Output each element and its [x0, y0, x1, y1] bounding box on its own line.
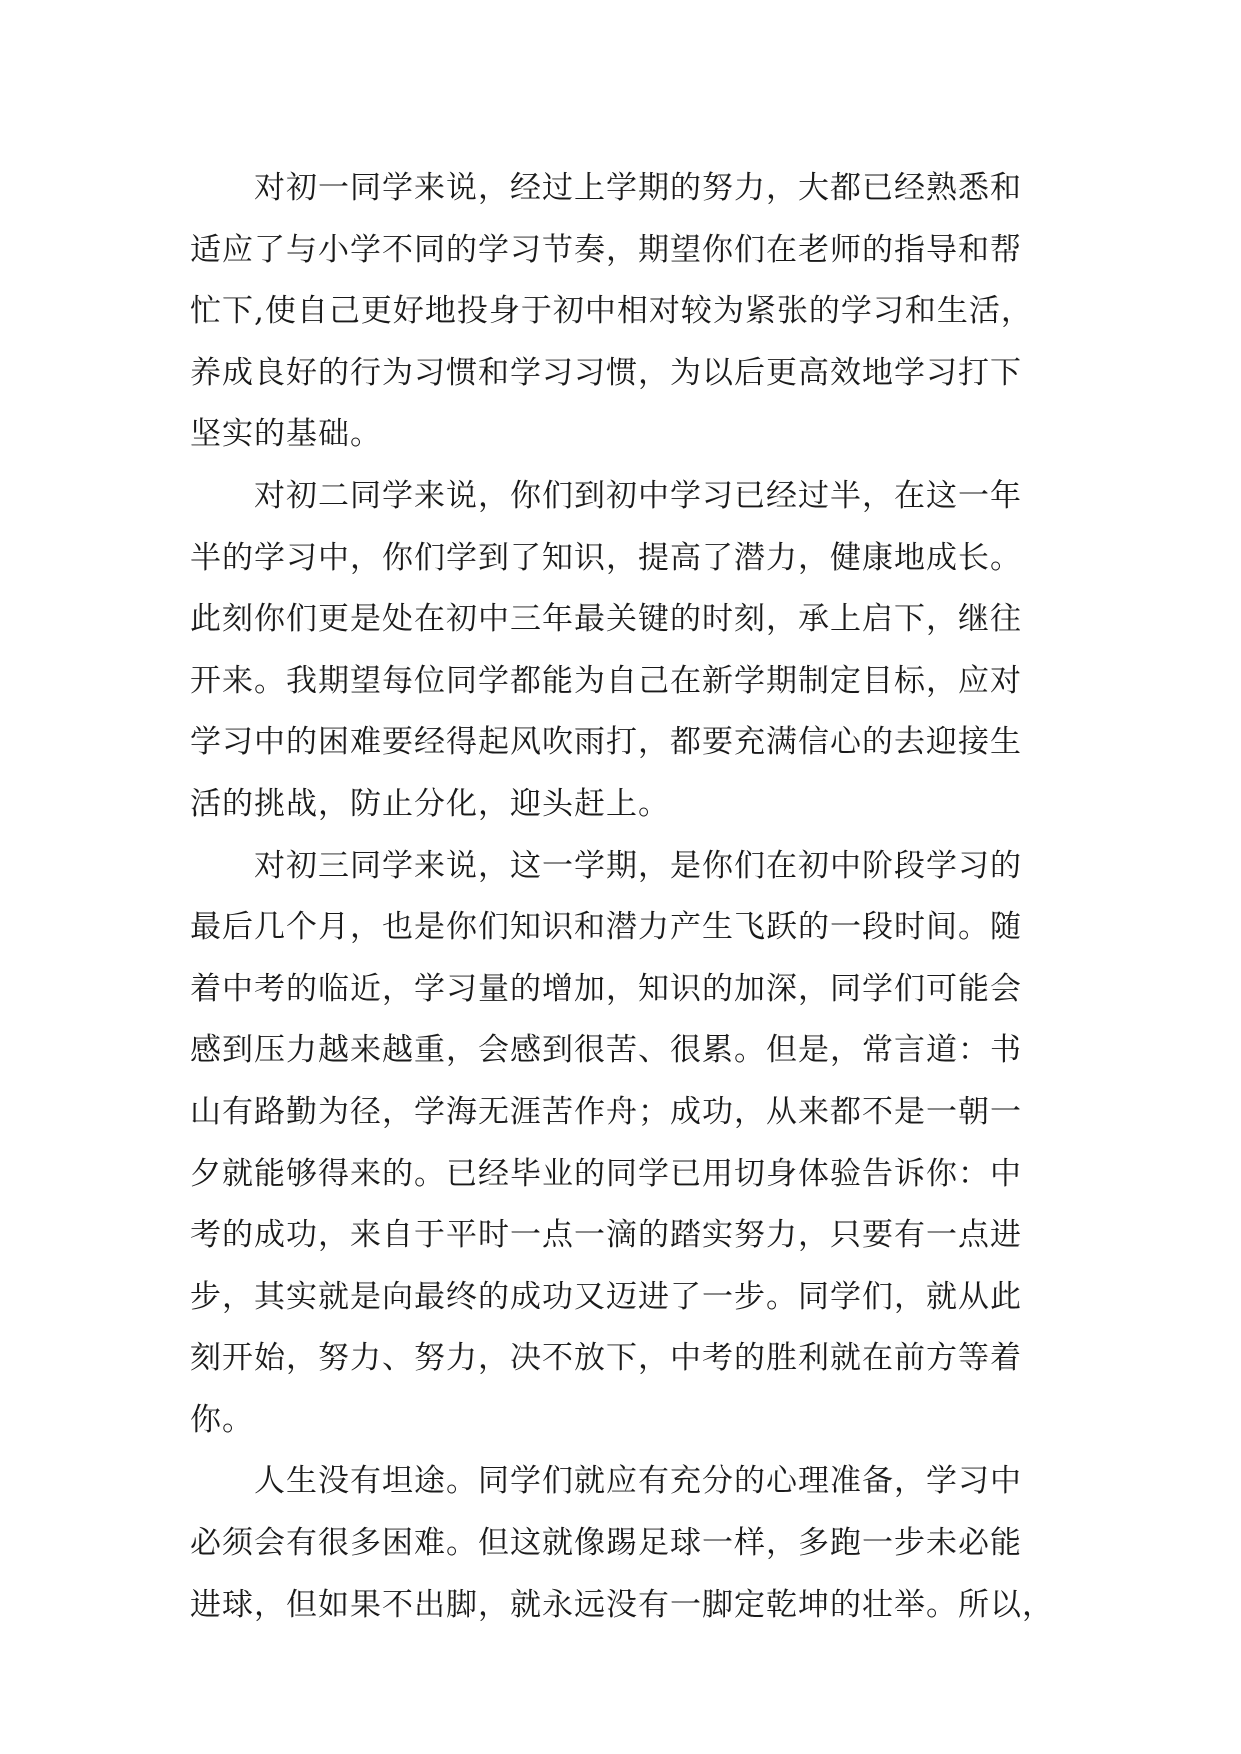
text-line: 考的成功，来自于平时一点一滴的踏实努力，只要有一点进 [190, 1217, 1022, 1254]
text-line: 感到压力越来越重，会感到很苦、很累。但是，常言道：书 [190, 1032, 1022, 1069]
text-line: 适应了与小学不同的学习节奏，期望你们在老师的指导和帮 [190, 231, 1022, 268]
text-line: 必须会有很多困难。但这就像踢足球一样，多跑一步未必能 [190, 1525, 1022, 1562]
text-line: 此刻你们更是处在初中三年最关键的时刻，承上启下，继往 [190, 601, 1022, 638]
text-line: 着中考的临近，学习量的增加，知识的加深，同学们可能会 [190, 970, 1022, 1007]
text-line: 活的挑战，防止分化，迎头赶上。 [190, 785, 670, 822]
text-line: 对初一同学来说，经过上学期的努力，大都已经熟悉和 [254, 170, 1022, 206]
text-line: 对初三同学来说，这一学期，是你们在初中阶段学习的 [254, 847, 1022, 884]
text-line: 夕就能够得来的。已经毕业的同学已用切身体验告诉你：中 [190, 1155, 1022, 1192]
text-line: 开来。我期望每位同学都能为自己在新学期制定目标，应对 [190, 662, 1022, 699]
text-line: 半的学习中，你们学到了知识，提高了潜力，健康地成长。 [190, 539, 1022, 576]
text-line: 养成良好的行为习惯和学习习惯，为以后更高效地学习打下 [190, 354, 1022, 391]
text-line: 对初二同学来说，你们到初中学习已经过半，在这一年 [254, 477, 1022, 514]
text-line: 学习中的困难要经得起风吹雨打，都要充满信心的去迎接生 [190, 724, 1022, 761]
text-line: 山有路勤为径，学海无涯苦作舟；成功，从来都不是一朝一 [190, 1093, 1022, 1130]
text-line: 刻开始，努力、努力，决不放下，中考的胜利就在前方等着 [190, 1340, 1022, 1377]
text-line: 最后几个月，也是你们知识和潜力产生飞跃的一段时间。随 [190, 909, 1022, 946]
text-line: 忙下,使自己更好地投身于初中相对较为紧张的学习和生活， [190, 293, 1033, 330]
text-line: 进球，但如果不出脚，就永远没有一脚定乾坤的壮举。所以， [190, 1586, 1054, 1623]
text-line: 你。 [190, 1401, 254, 1438]
text-line: 步，其实就是向最终的成功又迈进了一步。同学们，就从此 [190, 1278, 1022, 1315]
text-line: 坚实的基础。 [190, 416, 382, 453]
body-text [190, 158, 1090, 1636]
text-line: 人生没有坦途。同学们就应有充分的心理准备，学习中 [254, 1463, 1022, 1500]
